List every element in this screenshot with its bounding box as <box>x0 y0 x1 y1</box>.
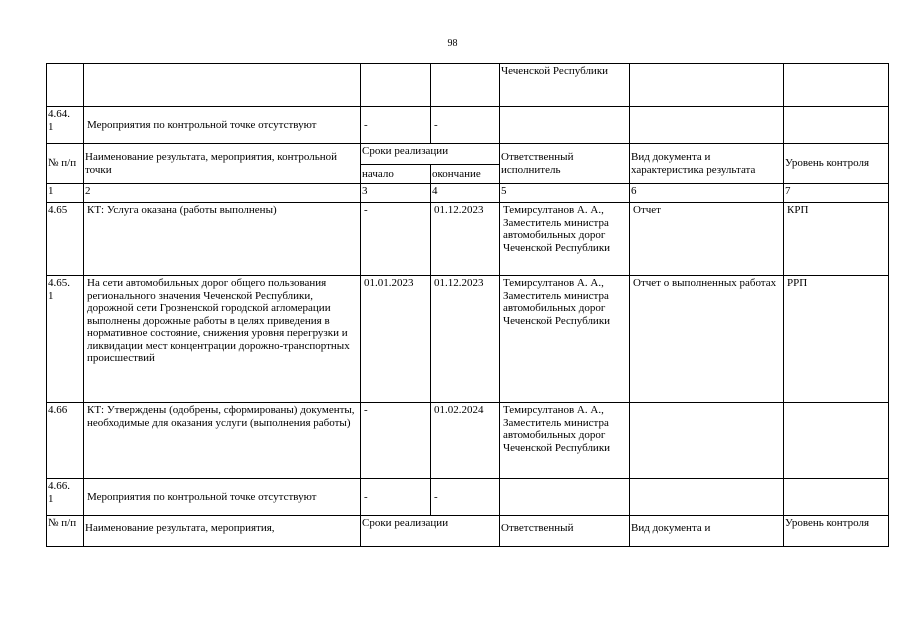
cell-name: На сети автомобильных дорог общего пользования регионального значения Чеченской Республики, дорожной сети Грозненской городской агломерации выполнены дорожные работы в целях приведения в нормативное состояние, снижения уровня перегрузки и ликвидации мест концентрации дорожно-транспортных происшествий <box>84 276 361 403</box>
cell-level <box>784 107 889 144</box>
col-number: 4 <box>431 184 500 203</box>
column-numbers-row <box>47 184 889 203</box>
cell-start: - <box>361 203 431 276</box>
table-row <box>47 203 889 276</box>
cell-doc <box>630 107 784 144</box>
cell-executor <box>500 107 630 144</box>
cell-doc: Отчет о выполненных работах <box>630 276 784 403</box>
table-row <box>47 403 889 479</box>
table-row <box>47 64 889 107</box>
cell-start: - <box>361 403 431 479</box>
cell-level: РРП <box>784 276 889 403</box>
cell-name: КТ: Услуга оказана (работы выполнены) <box>84 203 361 276</box>
header-num: № п/п <box>47 516 84 547</box>
cell-doc <box>630 403 784 479</box>
cell-level: КРП <box>784 203 889 276</box>
cell-doc <box>630 64 784 107</box>
cell-num: 4.66. 1 <box>47 479 84 516</box>
header-row <box>47 144 889 165</box>
table-row <box>47 276 889 403</box>
cell-name <box>84 64 361 107</box>
header-doc: Вид документа и характеристика результата <box>630 144 784 184</box>
cell-name: КТ: Утверждены (одобрены, сформированы) документы, необходимые для оказания услуги (выполнения работы) <box>84 403 361 479</box>
cell-executor: Темирсултанов А. А., Заместитель министра автомобильных дорог Чеченской Республики <box>500 403 630 479</box>
cell-start <box>361 64 431 107</box>
page-number: 98 <box>447 38 458 49</box>
header-level: Уровень контроля <box>784 516 889 547</box>
cell-end: 01.02.2024 <box>431 403 500 479</box>
cell-doc <box>630 479 784 516</box>
header-dates: Сроки реализации <box>361 516 500 547</box>
header-end: окончание <box>431 165 500 184</box>
repeated-header-row <box>47 516 889 547</box>
header-level: Уровень контроля <box>784 144 889 184</box>
cell-num: 4.65. 1 <box>47 276 84 403</box>
cell-start: - <box>361 479 431 516</box>
cell-num <box>47 64 84 107</box>
header-executor: Ответственный <box>500 516 630 547</box>
cell-executor <box>500 479 630 516</box>
col-number: 5 <box>500 184 630 203</box>
cell-num: 4.66 <box>47 403 84 479</box>
header-dates: Сроки реализации <box>361 144 500 165</box>
header-num: № п/п <box>47 144 84 184</box>
cell-level <box>784 403 889 479</box>
table-row <box>47 479 889 516</box>
col-number: 2 <box>84 184 361 203</box>
cell-executor: Чеченской Республики <box>500 64 630 107</box>
cell-executor: Темирсултанов А. А., Заместитель министра автомобильных дорог Чеченской Республики <box>500 276 630 403</box>
cell-executor: Темирсултанов А. А., Заместитель министра автомобильных дорог Чеченской Республики <box>500 203 630 276</box>
cell-num: 4.65 <box>47 203 84 276</box>
col-number: 1 <box>47 184 84 203</box>
cell-end: 01.12.2023 <box>431 276 500 403</box>
header-doc: Вид документа и <box>630 516 784 547</box>
cell-num: 4.64. 1 <box>47 107 84 144</box>
header-start: начало <box>361 165 431 184</box>
cell-end: 01.12.2023 <box>431 203 500 276</box>
cell-level <box>784 479 889 516</box>
cell-end <box>431 64 500 107</box>
col-number: 6 <box>630 184 784 203</box>
col-number: 3 <box>361 184 431 203</box>
control-points-table <box>46 63 889 547</box>
header-name: Наименование результата, мероприятия, <box>84 516 361 547</box>
cell-level <box>784 64 889 107</box>
header-executor: Ответственный исполнитель <box>500 144 630 184</box>
cell-end: - <box>431 107 500 144</box>
cell-name: Мероприятия по контрольной точке отсутствуют <box>84 107 361 144</box>
table-row <box>47 107 889 144</box>
cell-end: - <box>431 479 500 516</box>
cell-doc: Отчет <box>630 203 784 276</box>
cell-start: 01.01.2023 <box>361 276 431 403</box>
header-name: Наименование результата, мероприятия, контрольной точки <box>84 144 361 184</box>
cell-start: - <box>361 107 431 144</box>
cell-name: Мероприятия по контрольной точке отсутствуют <box>84 479 361 516</box>
col-number: 7 <box>784 184 889 203</box>
